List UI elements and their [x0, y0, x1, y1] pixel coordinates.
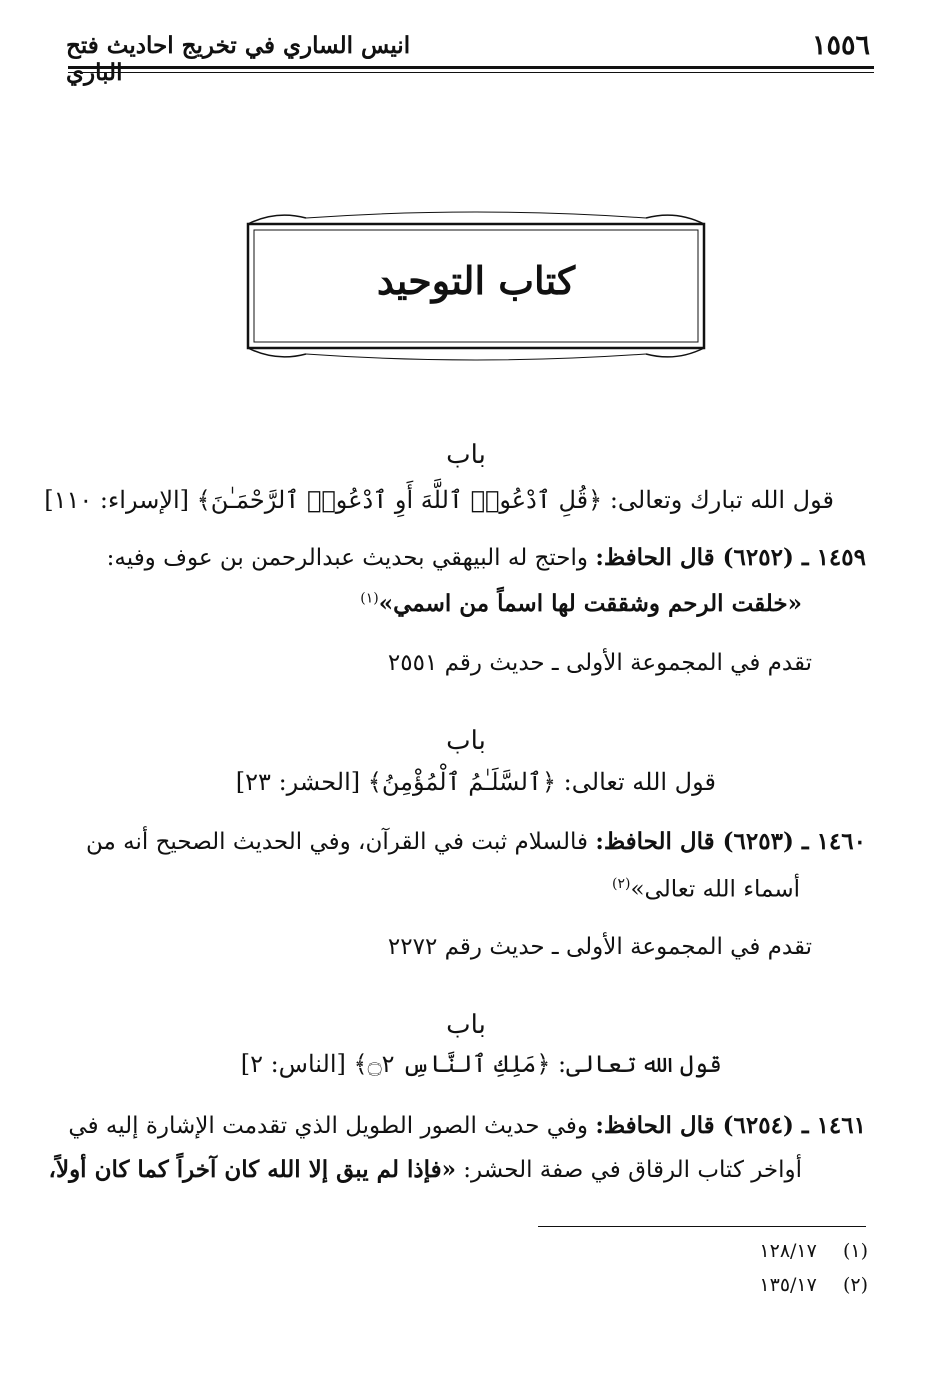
header-rule-thin — [68, 72, 874, 73]
cross-reference: تقدم في المجموعة الأولى ـ حديث رقم ٢٥٥١ — [387, 650, 812, 676]
hadith-entry — [68, 1112, 866, 1139]
footnote-separator — [538, 1226, 866, 1227]
footnote-mark: (١) — [842, 1240, 868, 1262]
hadith-number: ١٤٥٩ ـ (٦٢٥٢) قال الحافظ: — [595, 544, 866, 571]
footnote-ref: ١٢٨/١٧ — [759, 1240, 817, 1262]
footnote-ref: ١٣٥/١٧ — [759, 1274, 817, 1296]
footnote — [759, 1274, 868, 1296]
hadith-continuation — [49, 1156, 802, 1183]
running-title: انيس الساري في تخريج احاديث فتح الباري — [66, 32, 411, 86]
hadith-number: ١٤٦٠ ـ (٦٢٥٣) قال الحافظ: — [595, 828, 866, 855]
footnote — [759, 1240, 868, 1262]
hadith-quote — [612, 876, 800, 903]
footnote-marker: (١) — [360, 590, 379, 607]
cross-reference: تقدم في المجموعة الأولى ـ حديث رقم ٢٢٧٢ — [387, 934, 812, 960]
hadith-quote-text: «خلقت الرحم وشققت لها اسماً من اسمي» — [378, 590, 802, 617]
page-number: ١٥٥٦ — [812, 30, 871, 61]
hadith-text: وفي حديث الصور الطويل الذي تقدمت الإشارة إليه في — [68, 1113, 589, 1139]
book-title: كتاب التوحيد — [376, 258, 576, 303]
footnote-mark: (٢) — [842, 1274, 868, 1296]
footnote-marker: (٢) — [612, 876, 631, 892]
hadith-quote — [360, 590, 802, 617]
hadith-text: فالسلام ثبت في القرآن، وفي الحديث الصحيح أنه من — [86, 829, 589, 855]
verse-line: قول الله تعالى: ﴿مَلِكِ ٱلنَّاسِ ۝٢﴾ [الناس: ٢] — [240, 1050, 722, 1078]
verse-line: قول الله تعالى: ﴿ٱلسَّلَـٰمُ ٱلْمُؤْمِنُ﴾ [الحشر: ٢٣] — [235, 768, 716, 796]
header-rule-thick — [68, 66, 874, 69]
hadith-quote-text: «فإذا لم يبق إلا الله كان آخراً كما كان أولاً، — [48, 1156, 456, 1183]
section-heading-bab: باب — [446, 1010, 486, 1040]
section-heading-bab: باب — [446, 726, 486, 756]
hadith-entry — [107, 544, 866, 571]
verse-line: قول الله تبارك وتعالى: ﴿قُلِ ٱدْعُوا۟ ٱللَّهَ أَوِ ٱدْعُوا۟ ٱلرَّحْمَـٰنَ﴾ [الإسراء: ١١٠] — [44, 486, 834, 514]
hadith-text: واحتج له البيهقي بحديث عبدالرحمن بن عوف وفيه: — [106, 545, 589, 571]
hadith-quote-text: أسماء الله تعالى» — [630, 876, 800, 903]
hadith-entry — [86, 828, 866, 855]
hadith-text: أواخر كتاب الرقاق في صفة الحشر: — [463, 1157, 802, 1183]
section-heading-bab: باب — [446, 440, 486, 470]
hadith-number: ١٤٦١ ـ (٦٢٥٤) قال الحافظ: — [595, 1112, 866, 1139]
